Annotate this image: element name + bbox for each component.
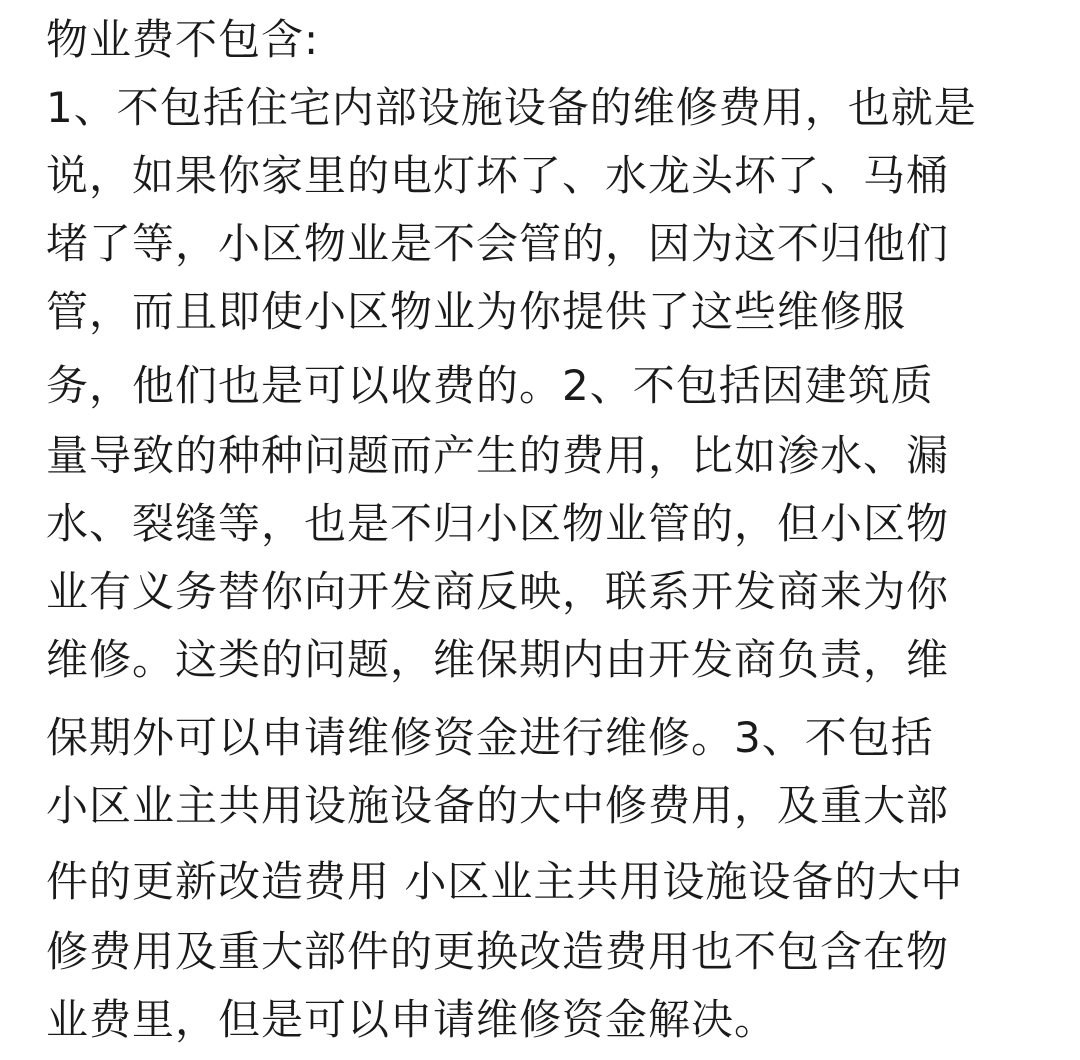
text-line: 小区业主共用设施设备的大中修费用，及重大部 xyxy=(46,781,950,830)
text-line: 水、裂缝等，也是不归小区物业管的，但小区物 xyxy=(46,499,950,548)
text-line: 1、不包括住宅内部设施设备的维修费用，也就是 xyxy=(46,83,977,132)
text-line: 管，而且即使小区物业为你提供了这些维修服 xyxy=(46,287,907,336)
text-line: 务，他们也是可以收费的。2、不包括因建筑质 xyxy=(46,361,934,410)
text-line: 修费用及重大部件的更换改造费用也不包含在物 xyxy=(46,927,950,976)
text-line: 量导致的种种问题而产生的费用，比如渗水、漏 xyxy=(46,431,950,480)
text-line: 堵了等，小区物业是不会管的，因为这不归他们 xyxy=(46,219,950,268)
text-line: 说，如果你家里的电灯坏了、水龙头坏了、马桶 xyxy=(46,151,950,200)
text-line: 维修。这类的问题，维保期内由开发商负责，维 xyxy=(46,635,950,684)
text-line-heading: 物业费不包含: xyxy=(46,15,320,64)
text-line: 业有义务替你向开发商反映，联系开发商来为你 xyxy=(46,567,950,616)
text-line: 业费里，但是可以申请维修资金解决。 xyxy=(46,995,778,1044)
text-line: 保期外可以申请维修资金进行维修。3、不包括 xyxy=(46,713,934,762)
text-line: 件的更新改造费用 小区业主共用设施设备的大中 xyxy=(46,857,964,906)
